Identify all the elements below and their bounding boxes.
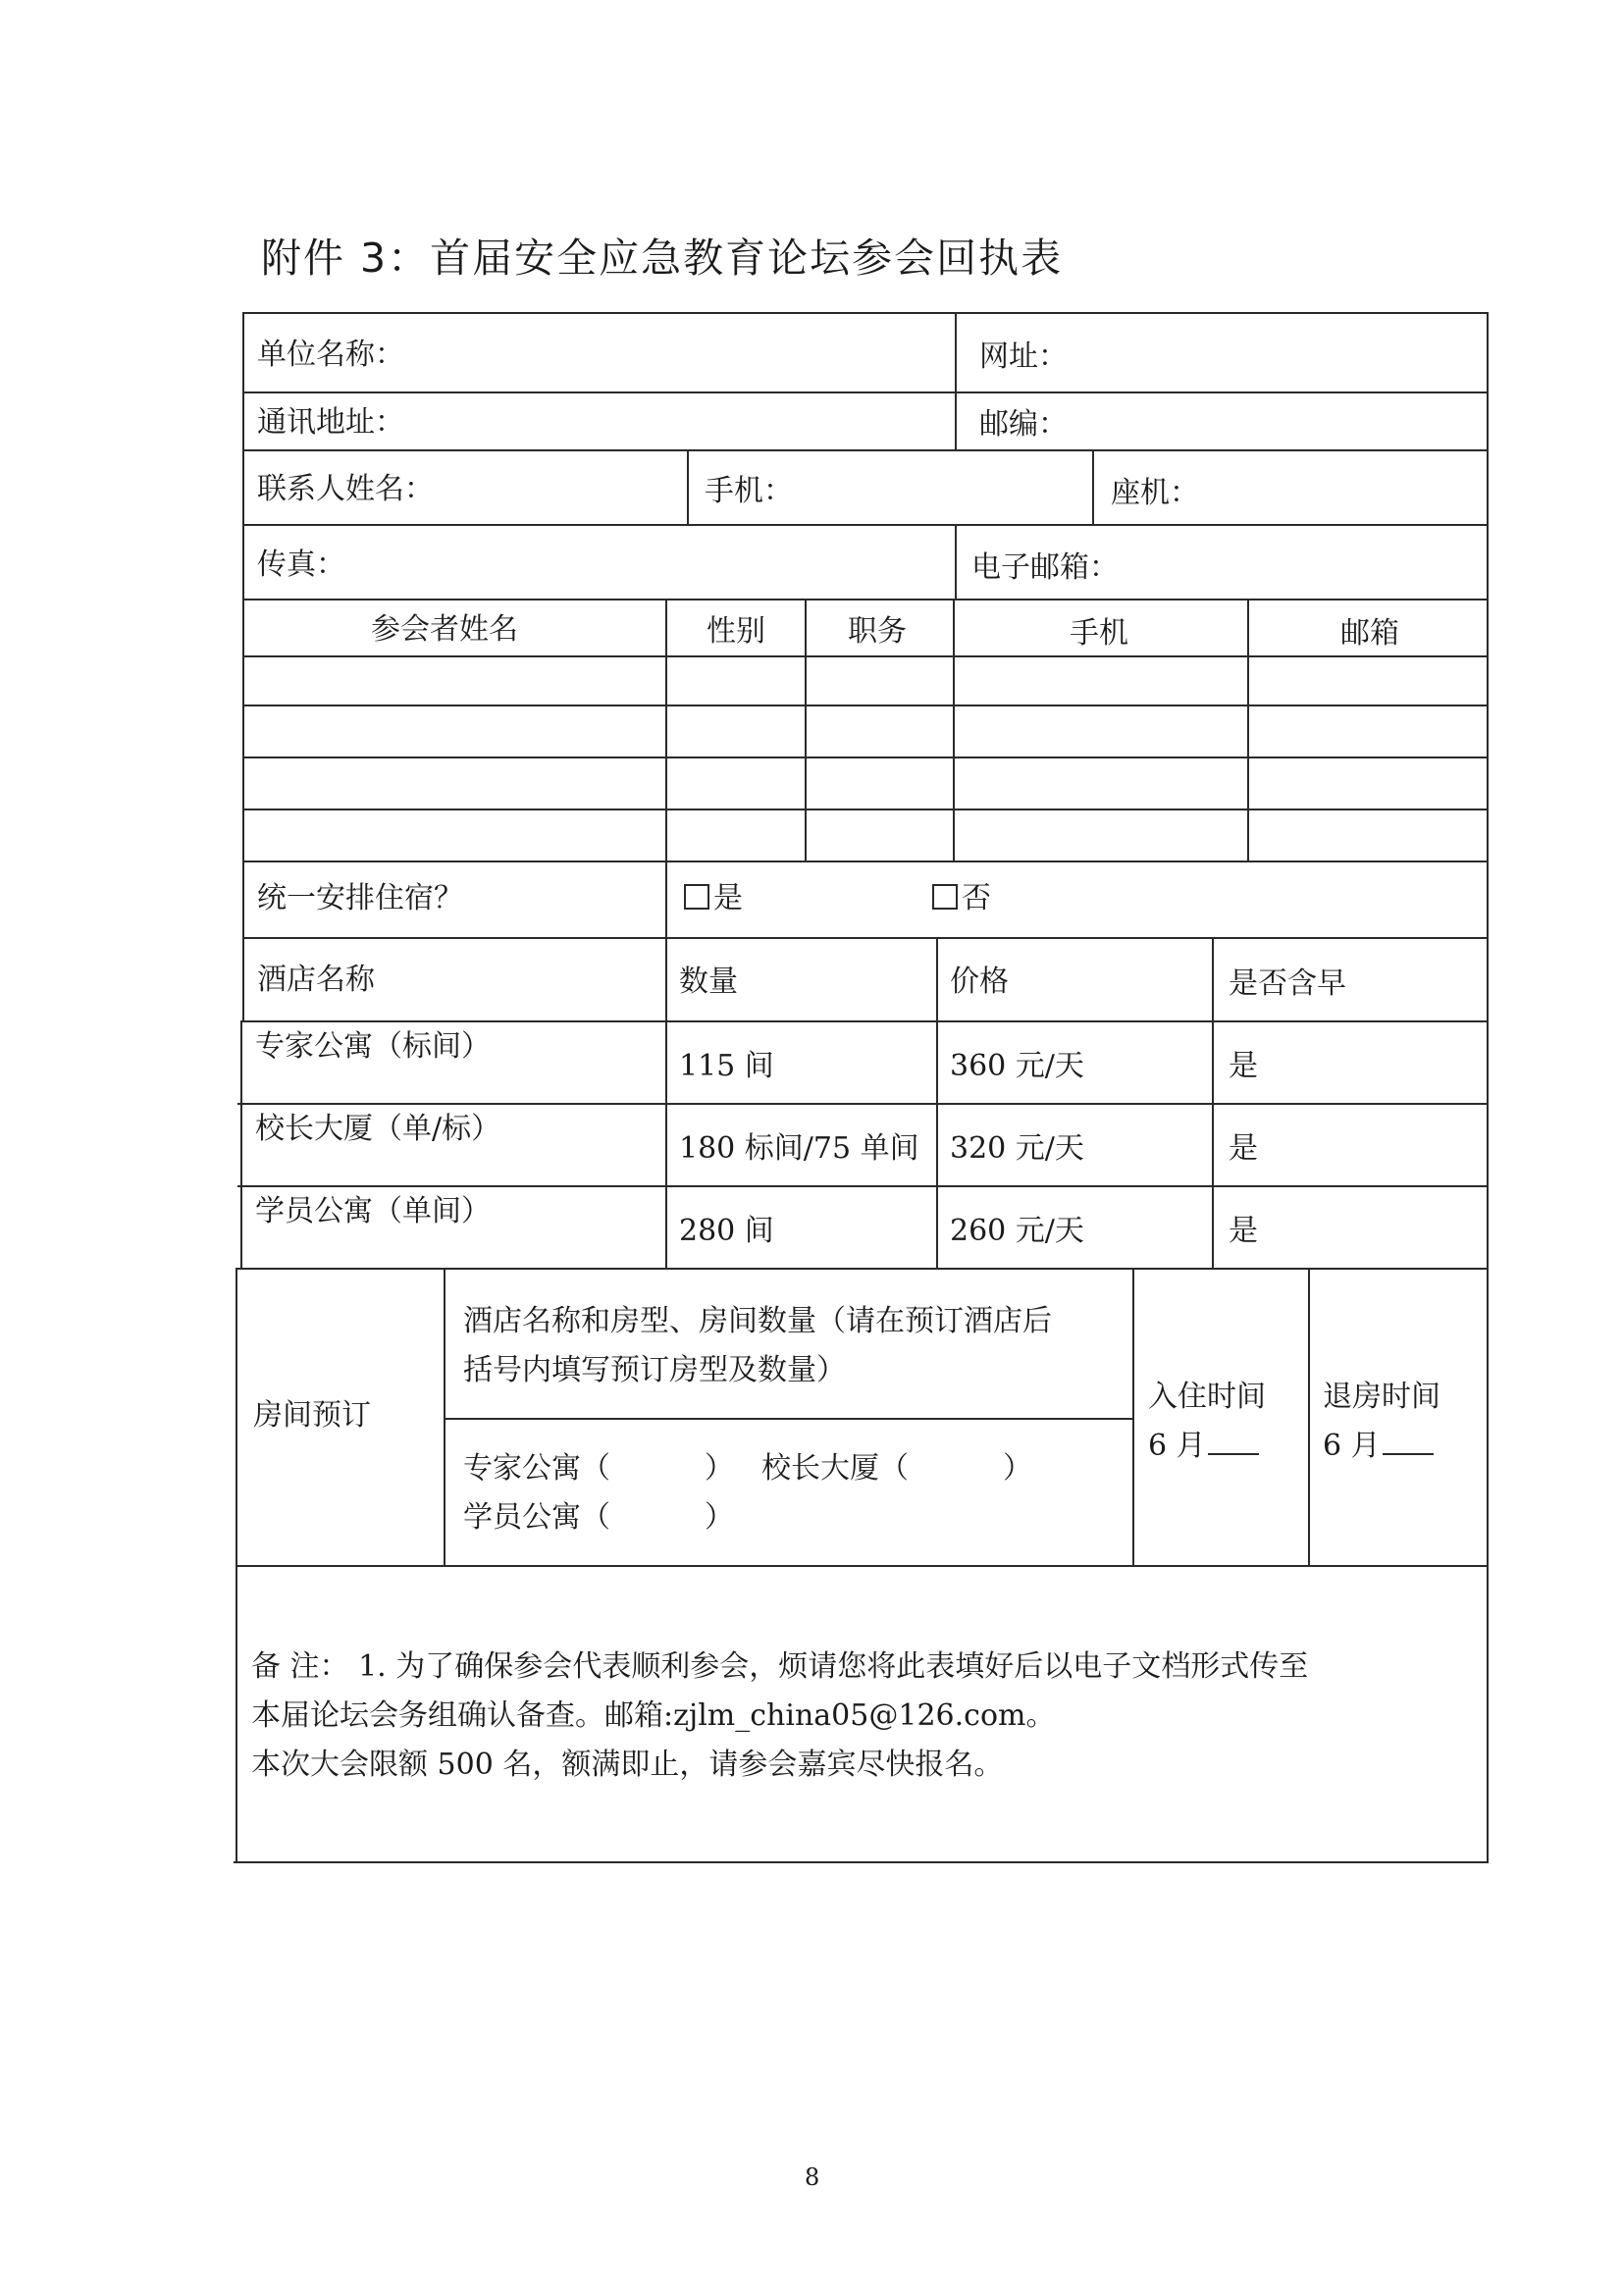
lodging-no-option[interactable]	[932, 880, 991, 917]
landline-label: 座机：	[1111, 476, 1199, 510]
booking-option-principal-close: ）	[1003, 1451, 1032, 1486]
email-label: 电子邮箱：	[971, 550, 1119, 585]
checkout-label: 退房时间	[1323, 1380, 1440, 1414]
hotel-row-3-name: 学员公寓（单间）	[255, 1194, 491, 1228]
checkin-day-blank[interactable]	[1208, 1430, 1259, 1455]
attendee-header-position: 职务	[848, 614, 907, 649]
hotel-row-2-price: 320 元/天	[950, 1131, 1084, 1166]
fax-label: 传真：	[257, 548, 345, 582]
no-checkbox[interactable]	[932, 884, 958, 910]
address-label: 通讯地址：	[257, 405, 404, 440]
mobile-label: 手机：	[705, 474, 793, 508]
attendee-header-name: 参会者姓名	[371, 612, 518, 647]
yes-checkbox[interactable]	[684, 884, 709, 910]
attendee-header-email: 邮箱	[1340, 616, 1399, 651]
booking-option-expert-open: 专家公寓（	[463, 1451, 610, 1486]
checkout-day-blank[interactable]	[1383, 1430, 1434, 1455]
booking-option-student[interactable]	[463, 1499, 734, 1537]
unit-name-label: 单位名称：	[257, 338, 404, 372]
booking-option-principal-open: 校长大厦（	[761, 1451, 909, 1486]
lodging-no-label: 否	[962, 881, 991, 915]
checkin-month: 6 月	[1148, 1429, 1206, 1463]
hotel-header-price: 价格	[950, 965, 1009, 999]
hotel-row-1-price: 360 元/天	[950, 1049, 1084, 1083]
hotel-row-3-qty: 280 间	[679, 1214, 774, 1248]
booking-option-student-close: ）	[705, 1500, 734, 1535]
notes-line-3: 本次大会限额 500 名，额满即止，请参会嘉宾尽快报名。	[251, 1748, 1004, 1782]
attendee-header-gender: 性别	[707, 614, 765, 649]
hotel-row-1-qty: 115 间	[679, 1049, 774, 1083]
contact-name-label: 联系人姓名：	[257, 472, 434, 506]
website-label: 网址：	[979, 339, 1068, 374]
notes-line-2: 本届论坛会务组确认备查。邮箱:zjlm_china05@126.com。	[251, 1698, 1056, 1733]
page-number: 8	[805, 2164, 820, 2191]
hotel-header-qty: 数量	[679, 965, 738, 999]
hotel-header-breakfast: 是否含早	[1229, 966, 1346, 1001]
hotel-header-name: 酒店名称	[257, 963, 375, 997]
hotel-row-2-name: 校长大厦（单/标）	[255, 1112, 501, 1146]
lodging-question: 统一安排住宿？	[257, 881, 463, 915]
checkout-month: 6 月	[1323, 1429, 1381, 1463]
hotel-row-3-breakfast: 是	[1229, 1214, 1258, 1248]
hotel-row-2-qty: 180 标间/75 单间	[679, 1131, 919, 1166]
checkin-field[interactable]	[1148, 1428, 1259, 1465]
lodging-yes-option[interactable]	[684, 880, 743, 917]
hotel-row-3-price: 260 元/天	[950, 1214, 1084, 1248]
postcode-label: 邮编：	[979, 407, 1068, 442]
booking-option-principal[interactable]	[761, 1450, 1032, 1487]
booking-option-student-open: 学员公寓（	[463, 1500, 610, 1535]
hotel-row-2-breakfast: 是	[1229, 1131, 1258, 1166]
booking-instruction-line2: 括号内填写预订房型及数量）	[463, 1353, 846, 1387]
booking-option-expert-close: ）	[705, 1451, 734, 1486]
booking-instruction-line1: 酒店名称和房型、房间数量（请在预订酒店后	[463, 1304, 1052, 1338]
attendee-header-mobile: 手机	[1070, 616, 1128, 651]
hotel-row-1-breakfast: 是	[1229, 1049, 1258, 1083]
hotel-row-1-name: 专家公寓（标间）	[255, 1029, 491, 1064]
page-title: 附件 3：首届安全应急教育论坛参会回执表	[261, 235, 1064, 282]
checkout-field[interactable]	[1323, 1428, 1434, 1465]
booking-option-expert[interactable]	[463, 1450, 734, 1487]
booking-label: 房间预订	[253, 1398, 371, 1433]
notes-line-1: 备 注： 1. 为了确保参会代表顺利参会，烦请您将此表填好后以电子文档形式传至	[251, 1649, 1309, 1684]
checkin-label: 入住时间	[1148, 1380, 1266, 1414]
lodging-yes-label: 是	[713, 881, 743, 915]
